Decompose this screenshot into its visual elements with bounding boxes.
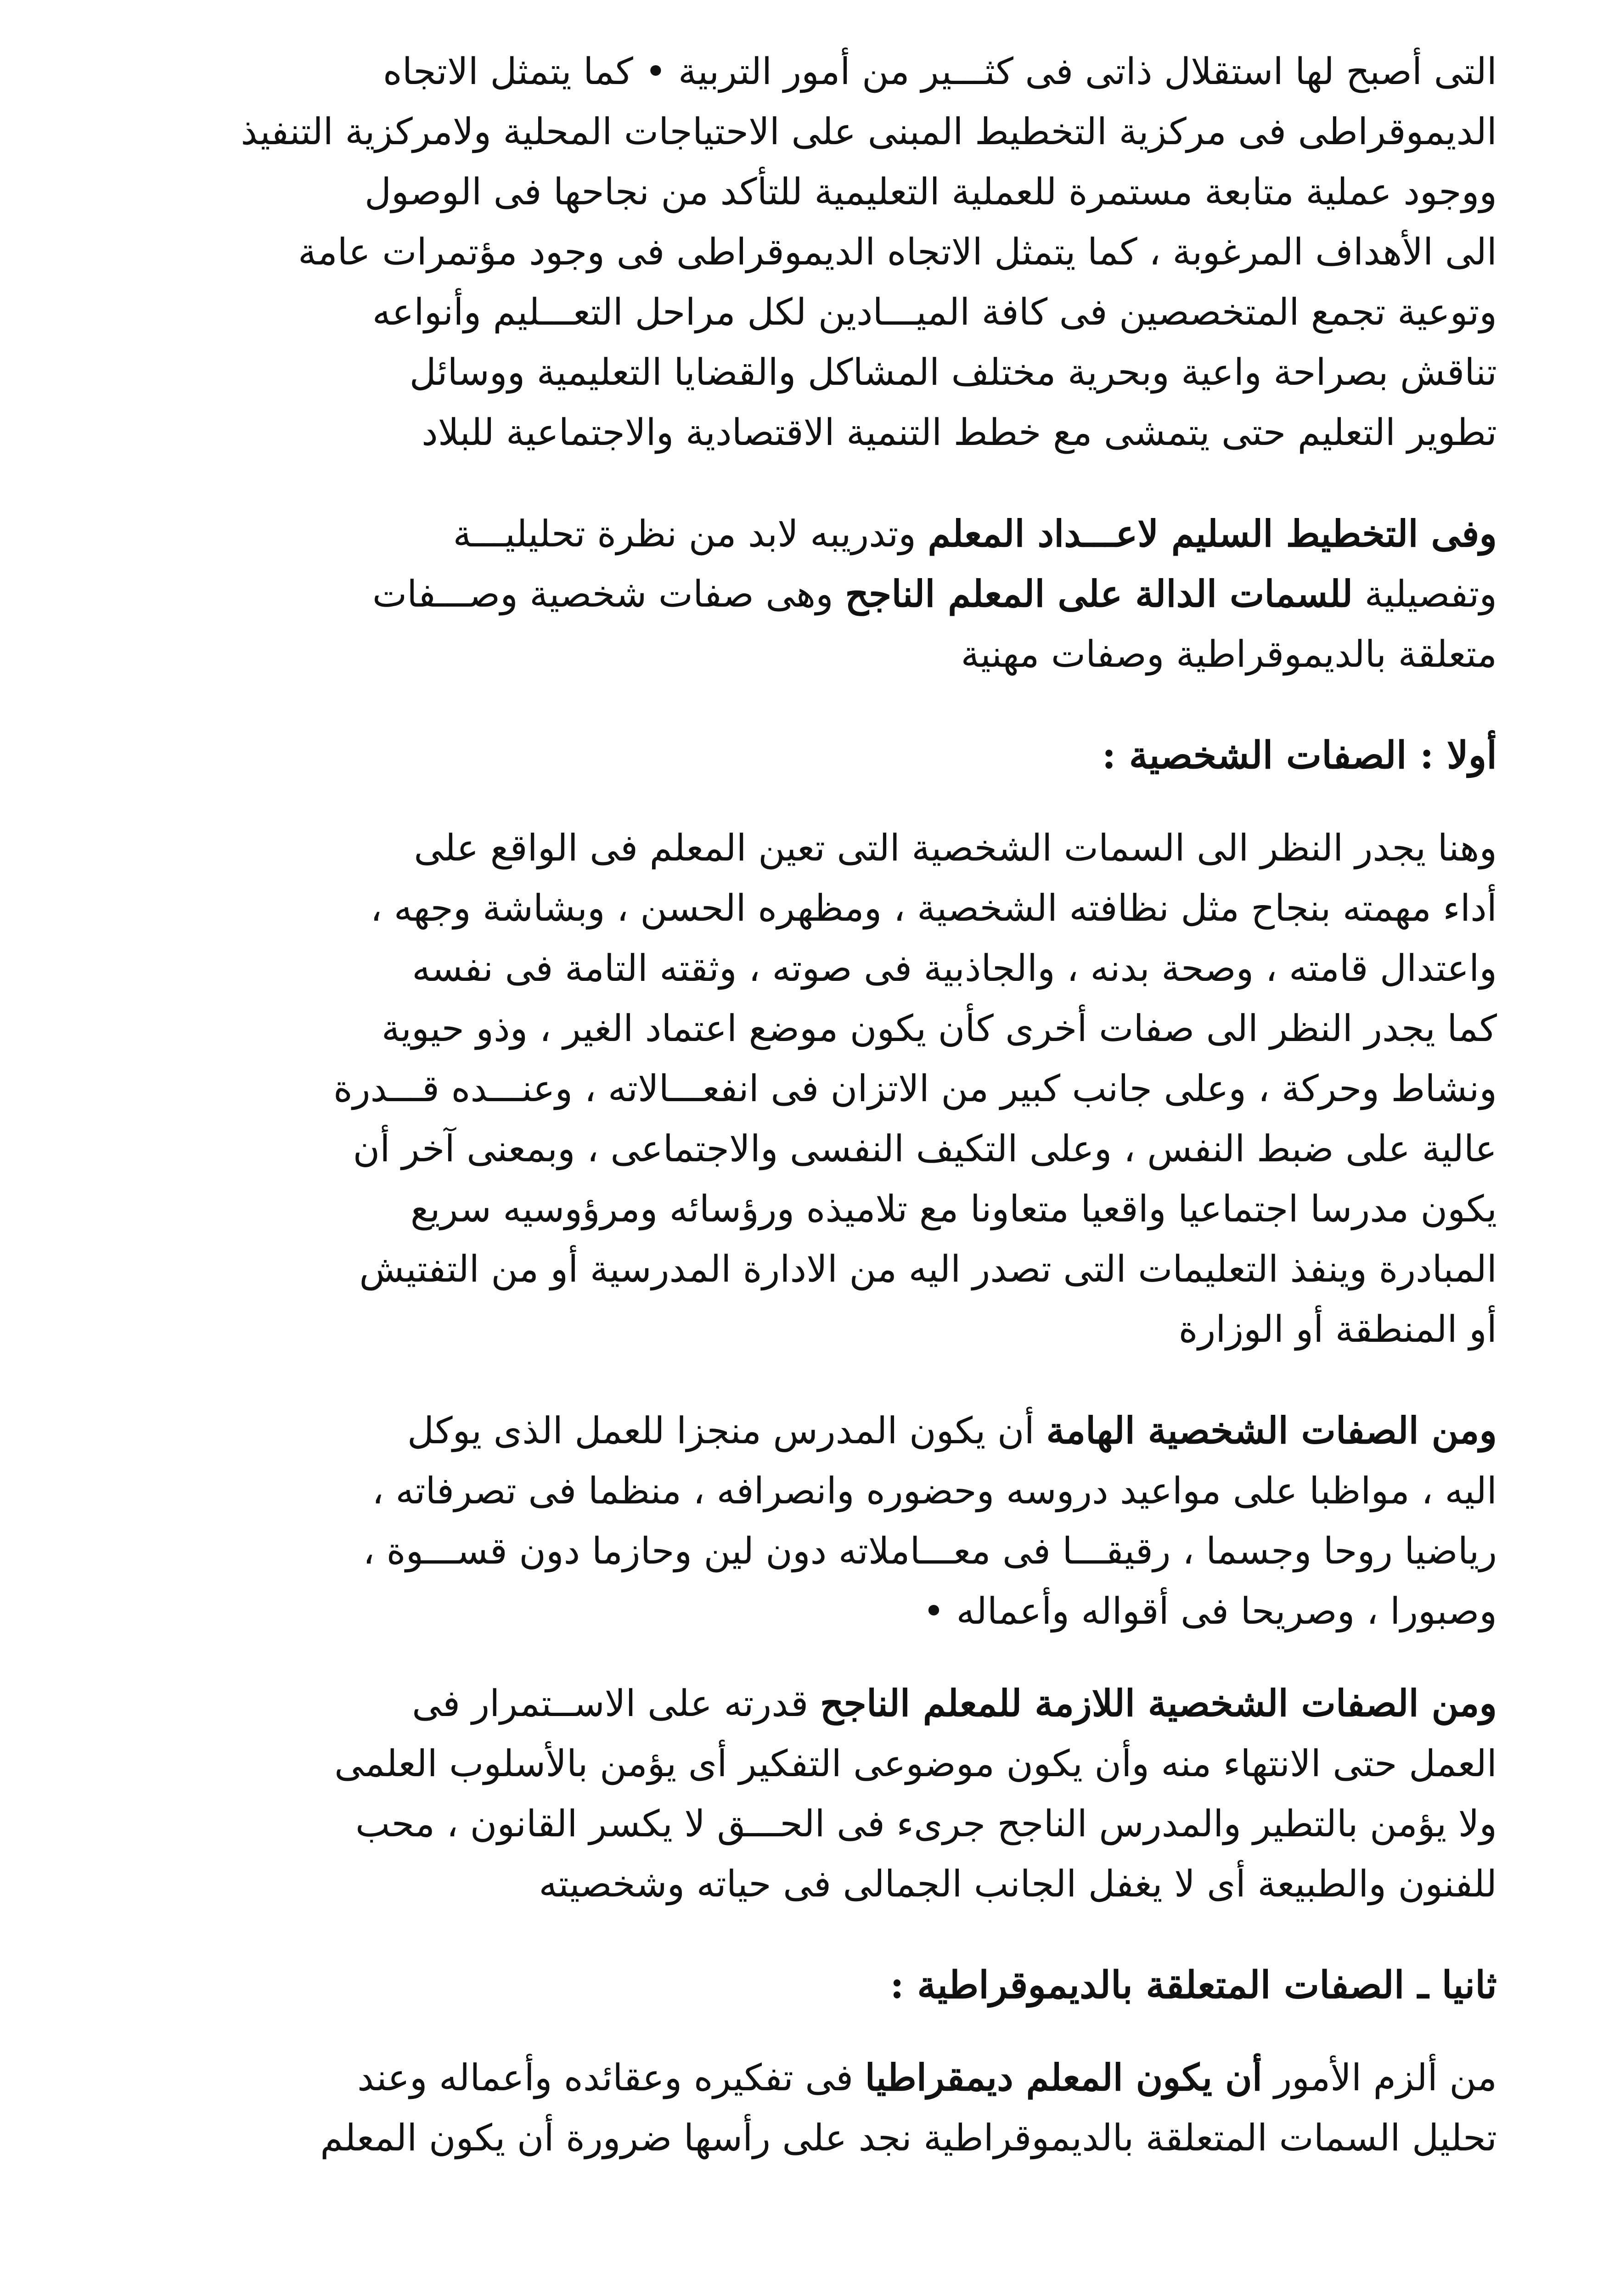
text-line: اليه ، مواظبا على مواعيد دروسه وحضوره وانصرافه ، منظما فى تصرفاته ، — [372, 1469, 1497, 1512]
paragraph-gap — [106, 1641, 1497, 1673]
text-run: وتدريبه لابد من نظرة تحليليـــة — [453, 512, 928, 555]
text-run: وهى صفات شخصية وصـــفات — [372, 573, 845, 615]
text-line: وهنا يجدر النظر الى السمات الشخصية التى تعين المعلم فى الواقع على — [414, 827, 1497, 869]
book-page — [106, 41, 1497, 2296]
text-line: ولا يؤمن بالتطير والمدرس الناجح جرىء فى الحـــق لا يكسر القانون ، محب — [355, 1802, 1497, 1845]
text-run: قدرته على الاســتمرار فى — [412, 1682, 820, 1725]
text-line: تناقش بصراحة واعية وبحرية مختلف المشاكل والقضايا التعليمية ووسائل — [409, 351, 1497, 394]
text-line: وصبورا ، وصريحا فى أقواله وأعماله • — [923, 1590, 1497, 1632]
text-line: ووجود عملية متابعة مستمرة للعملية التعليمية للتأكد من نجاحها فى الوصول — [364, 170, 1497, 213]
text-run: وتفصيلية — [1353, 573, 1497, 615]
text-line — [106, 564, 1497, 624]
paragraph-personal-traits — [106, 818, 1497, 1359]
text-line: متعلقة بالديموقراطية وصفات مهنية — [961, 633, 1497, 675]
text-line: أو المنطقة أو الوزارة — [1178, 1308, 1497, 1351]
paragraph-necessary-traits — [106, 1673, 1497, 1914]
text-line — [106, 504, 1497, 564]
bold-phrase: أن يكون المعلم ديمقراطيا — [865, 2056, 1263, 2099]
text-line: الديموقراطى فى مركزية التخطيط المبنى على الاحتياجات المحلية ولامركزية التنفيذ — [241, 110, 1497, 153]
paragraph-gap — [106, 462, 1497, 504]
text-run: أن يكون المدرس منجزا للعمل الذى يوكل — [407, 1409, 1046, 1452]
text-line: تحليل السمات المتعلقة بالديموقراطية نجد على رأسها ضرورة أن يكون المعلم — [320, 2116, 1497, 2159]
section-heading-democratic-traits: ثانيا ـ الصفات المتعلقة بالديموقراطية : — [890, 1963, 1497, 2007]
bold-phrase: للسمات الدالة على المعلم الناجح — [845, 572, 1353, 615]
text-line — [106, 1673, 1497, 1733]
text-line: تطوير التعليم حتى يتمشى مع خطط التنمية الاقتصادية والاجتماعية للبلاد — [422, 411, 1497, 454]
text-line: كما يجدر النظر الى صفات أخرى كأن يكون موضع اعتماد الغير ، وذو حيوية — [381, 1007, 1497, 1050]
text-line: للفنون والطبيعة أى لا يغفل الجانب الجمالى فى حياته وشخصيته — [539, 1863, 1497, 1905]
text-run: من ألزم الأمور — [1262, 2056, 1497, 2099]
paragraph-teacher-preparation — [106, 504, 1497, 684]
text-line: أداء مهمته بنجاح مثل نظافته الشخصية ، ومظهره الحسن ، وبشاشة وجهه ، — [370, 887, 1497, 929]
text-line — [106, 2048, 1497, 2108]
paragraph-gap — [106, 1914, 1497, 1955]
text-line: التى أصبح لها استقلال ذاتى فى كثـــير من أمور التربية • كما يتمثل الاتجاه — [383, 50, 1497, 93]
text-line — [106, 1401, 1497, 1461]
text-line: يكون مدرسا اجتماعيا واقعيا متعاونا مع تلاميذه ورؤسائه ومرؤوسيه سريع — [410, 1187, 1497, 1230]
bold-phrase: ومن الصفات الشخصية الهامة — [1046, 1409, 1497, 1452]
bold-phrase: وفى التخطيط السليم لاعـــداد المعلم — [928, 512, 1497, 555]
text-line: عالية على ضبط النفس ، وعلى التكيف النفسى والاجتماعى ، وبمعنى آخر أن — [353, 1127, 1497, 1170]
paragraph-gap — [106, 2015, 1497, 2048]
section-heading-personal-traits: أولا : الصفات الشخصية : — [1102, 733, 1497, 777]
text-line: الى الأهداف المرغوبة ، كما يتمثل الاتجاه الديموقراطى فى وجود مؤتمرات عامة — [298, 231, 1497, 273]
text-line: واعتدال قامته ، وصحة بدنه ، والجاذبية فى صوته ، وثقته التامة فى نفسه — [412, 947, 1497, 990]
paragraph-gap — [106, 1359, 1497, 1401]
text-line: وتوعية تجمع المتخصصين فى كافة الميـــادين لكل مراحل التعـــليم وأنواعه — [372, 291, 1497, 333]
paragraph-gap — [106, 786, 1497, 818]
text-line: المبادرة وينفذ التعليمات التى تصدر اليه من الادارة المدرسية أو من التفتيش — [359, 1248, 1497, 1290]
paragraph-democratic-trend — [106, 41, 1497, 462]
bold-phrase: ومن الصفات الشخصية اللازمة للمعلم الناجح — [820, 1682, 1497, 1725]
paragraph-important-traits — [106, 1401, 1497, 1641]
paragraph-gap — [106, 684, 1497, 726]
text-run: فى تفكيره وعقائده وأعماله وعند — [357, 2056, 865, 2099]
paragraph-democratic-teacher — [106, 2048, 1497, 2168]
text-line: ونشاط وحركة ، وعلى جانب كبير من الاتزان فى انفعـــالاته ، وعنـــده قـــدرة — [333, 1067, 1497, 1110]
text-line: رياضيا روحا وجسما ، رقيقـــا فى معـــاملاته دون لين وحازما دون قســـوة ، — [363, 1530, 1497, 1572]
text-line: العمل حتى الانتهاء منه وأن يكون موضوعى التفكير أى يؤمن بالأسلوب العلمى — [334, 1742, 1497, 1785]
